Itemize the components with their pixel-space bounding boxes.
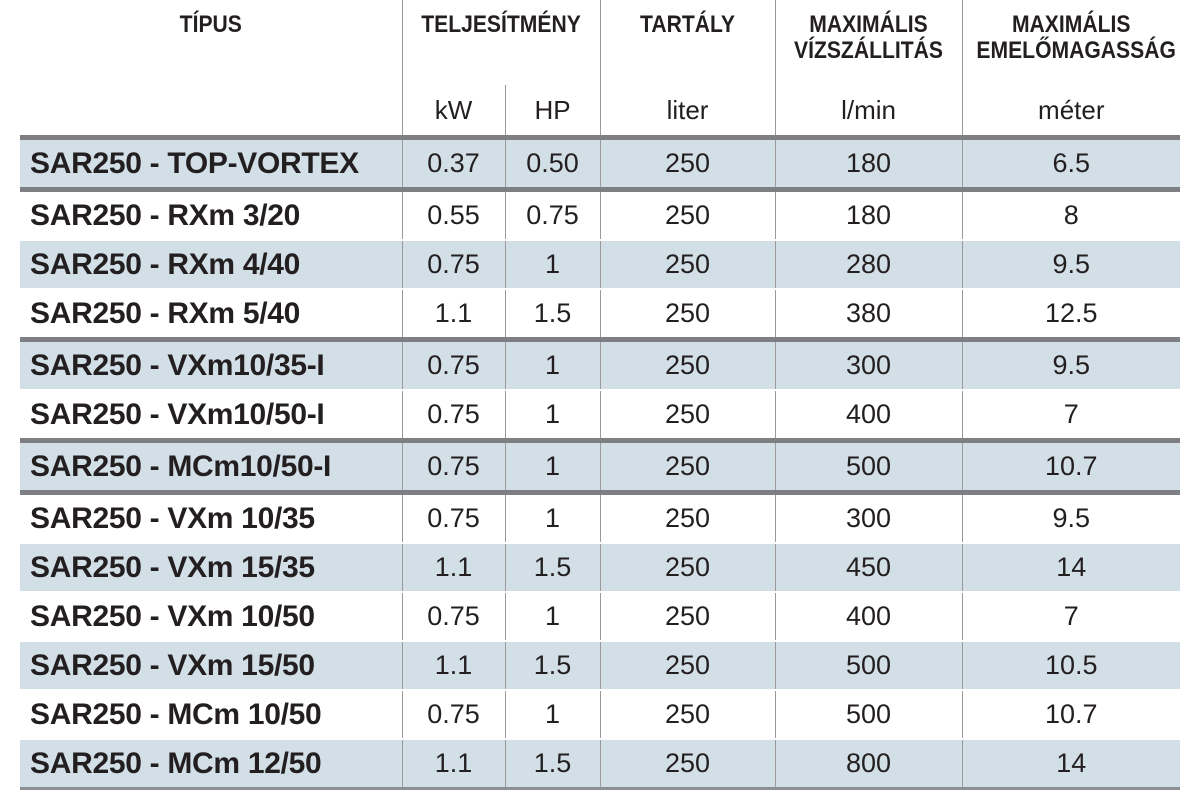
cell-head: 7: [962, 390, 1180, 441]
cell-kw: 1.1: [402, 543, 505, 592]
table-row: [20, 543, 1180, 592]
cell-type: SAR250 - RXm 5/40: [20, 289, 402, 340]
cell-tank: 250: [600, 138, 775, 190]
pump-spec-table: [20, 0, 1180, 790]
cell-head: 12.5: [962, 289, 1180, 340]
cell-type: SAR250 - VXm 15/50: [20, 641, 402, 690]
table-row: [20, 240, 1180, 289]
cell-hp: 1.5: [505, 641, 600, 690]
cell-head: 6.5: [962, 138, 1180, 190]
cell-flow: 400: [775, 390, 962, 441]
cell-tank: 250: [600, 739, 775, 789]
table-row: [20, 441, 1180, 493]
cell-kw: 0.75: [402, 240, 505, 289]
unit-kw: kW: [402, 85, 505, 138]
table-row: [20, 739, 1180, 789]
cell-head: 9.5: [962, 340, 1180, 391]
table-row: [20, 493, 1180, 544]
cell-type: SAR250 - VXm10/35-I: [20, 340, 402, 391]
cell-head: 10.5: [962, 641, 1180, 690]
cell-tank: 250: [600, 289, 775, 340]
cell-flow: 300: [775, 493, 962, 544]
cell-kw: 0.75: [402, 690, 505, 739]
cell-head: 10.7: [962, 441, 1180, 493]
cell-tank: 250: [600, 340, 775, 391]
cell-hp: 1: [505, 441, 600, 493]
cell-hp: 1: [505, 592, 600, 641]
cell-kw: 0.75: [402, 441, 505, 493]
cell-kw: 0.75: [402, 493, 505, 544]
cell-kw: 1.1: [402, 739, 505, 789]
cell-flow: 800: [775, 739, 962, 789]
cell-tank: 250: [600, 190, 775, 241]
cell-head: 9.5: [962, 493, 1180, 544]
cell-hp: 1: [505, 240, 600, 289]
cell-hp: 1: [505, 340, 600, 391]
cell-head: 9.5: [962, 240, 1180, 289]
header-flow: MAXIMÁLIS VÍZSZÁLLITÁS: [786, 0, 951, 85]
header-type: TÍPUS: [179, 11, 242, 38]
cell-type: SAR250 - VXm 10/35: [20, 493, 402, 544]
cell-type: SAR250 - VXm 15/35: [20, 543, 402, 592]
cell-type: SAR250 - RXm 4/40: [20, 240, 402, 289]
table-row: [20, 641, 1180, 690]
cell-tank: 250: [600, 240, 775, 289]
unit-hp: HP: [505, 85, 600, 138]
unit-head: méter: [962, 85, 1180, 138]
cell-tank: 250: [600, 592, 775, 641]
cell-kw: 0.55: [402, 190, 505, 241]
cell-hp: 1: [505, 690, 600, 739]
cell-type: SAR250 - MCm 12/50: [20, 739, 402, 789]
cell-flow: 380: [775, 289, 962, 340]
unit-flow: l/min: [775, 85, 962, 138]
cell-type: SAR250 - MCm 10/50: [20, 690, 402, 739]
header-tank: TARTÁLY: [611, 0, 765, 85]
cell-head: 10.7: [962, 690, 1180, 739]
table-row: [20, 390, 1180, 441]
cell-tank: 250: [600, 543, 775, 592]
cell-flow: 300: [775, 340, 962, 391]
cell-type: SAR250 - TOP-VORTEX: [20, 138, 402, 190]
cell-type: SAR250 - VXm 10/50: [20, 592, 402, 641]
cell-tank: 250: [600, 390, 775, 441]
cell-flow: 500: [775, 690, 962, 739]
cell-head: 8: [962, 190, 1180, 241]
cell-hp: 1.5: [505, 739, 600, 789]
cell-kw: 0.75: [402, 340, 505, 391]
cell-head: 7: [962, 592, 1180, 641]
cell-kw: 0.37: [402, 138, 505, 190]
table-row: [20, 340, 1180, 391]
cell-flow: 180: [775, 190, 962, 241]
table-row: [20, 138, 1180, 190]
header-power: TELJESÍTMÉNY: [414, 0, 588, 85]
table-row: [20, 690, 1180, 739]
header-head: MAXIMÁLIS EMELŐMAGASSÁG: [975, 0, 1167, 85]
cell-tank: 250: [600, 641, 775, 690]
cell-flow: 280: [775, 240, 962, 289]
cell-type: SAR250 - VXm10/50-I: [20, 390, 402, 441]
cell-flow: 450: [775, 543, 962, 592]
unit-tank: liter: [600, 85, 775, 138]
cell-kw: 0.75: [402, 592, 505, 641]
cell-tank: 250: [600, 690, 775, 739]
cell-head: 14: [962, 739, 1180, 789]
cell-kw: 0.75: [402, 390, 505, 441]
cell-flow: 400: [775, 592, 962, 641]
cell-head: 14: [962, 543, 1180, 592]
cell-hp: 0.75: [505, 190, 600, 241]
cell-hp: 1: [505, 493, 600, 544]
cell-hp: 1.5: [505, 289, 600, 340]
cell-type: SAR250 - MCm10/50-I: [20, 441, 402, 493]
unit-empty: [20, 85, 402, 138]
cell-type: SAR250 - RXm 3/20: [20, 190, 402, 241]
table-row: [20, 190, 1180, 241]
cell-hp: 1.5: [505, 543, 600, 592]
cell-tank: 250: [600, 441, 775, 493]
cell-flow: 180: [775, 138, 962, 190]
cell-hp: 1: [505, 390, 600, 441]
table-row: [20, 289, 1180, 340]
cell-kw: 1.1: [402, 289, 505, 340]
cell-flow: 500: [775, 641, 962, 690]
cell-kw: 1.1: [402, 641, 505, 690]
cell-hp: 0.50: [505, 138, 600, 190]
cell-tank: 250: [600, 493, 775, 544]
cell-flow: 500: [775, 441, 962, 493]
table-row: [20, 592, 1180, 641]
